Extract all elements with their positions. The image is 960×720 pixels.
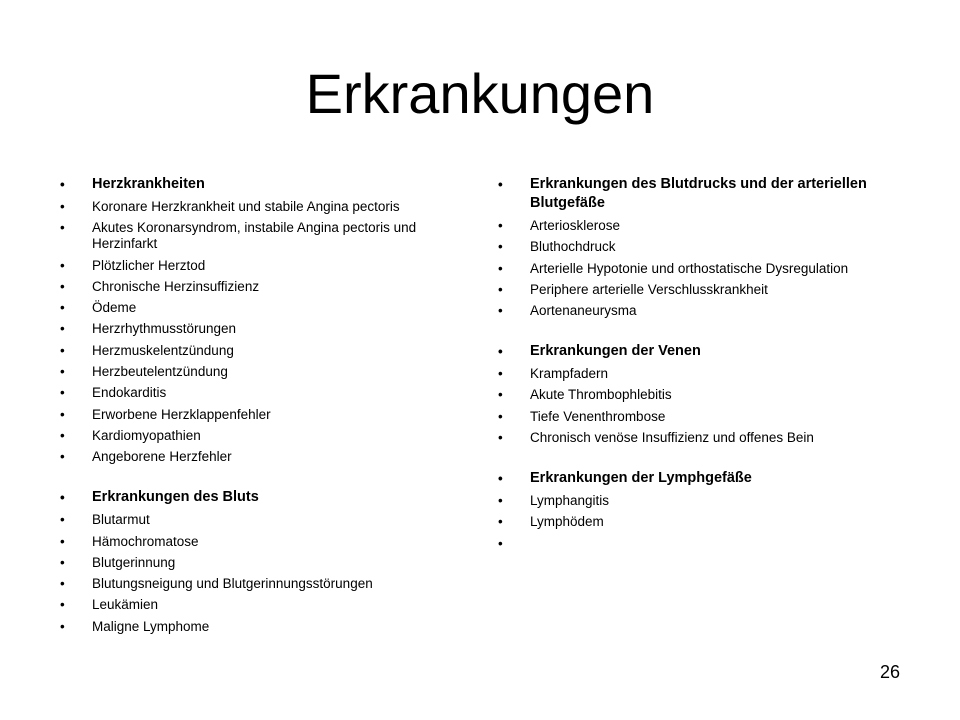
list-item: • Bluthochdruck: [498, 239, 898, 255]
section-heading: • Erkrankungen der Lymphgefäße: [498, 469, 898, 488]
list-item: • Periphere arterielle Verschlusskrankheit: [498, 282, 898, 298]
page-number: 26: [880, 662, 901, 682]
list-item: • Lymphödem: [498, 514, 898, 530]
list-item: • Herzmuskelentzündung: [60, 343, 460, 359]
slide-title: Erkrankungen: [305, 62, 655, 125]
section-heading: • Erkrankungen des Blutdrucks und der arteriellen Blutgefäße: [498, 175, 898, 213]
section-heading: • Erkrankungen der Venen: [498, 342, 898, 361]
list-item: • Blutgerinnung: [60, 555, 460, 571]
list-item: • Chronisch venöse Insuffizienz und offenes Bein: [498, 430, 898, 446]
list-item: • Arterielle Hypotonie und orthostatische Dysregulation: [498, 261, 898, 277]
list-item: • Blutarmut: [60, 512, 460, 528]
list-item: • Erworbene Herzklappenfehler: [60, 407, 460, 423]
list-item: • Tiefe Venenthrombose: [498, 409, 898, 425]
list-item: • Akute Thrombophlebitis: [498, 387, 898, 403]
list-item: • Plötzlicher Herztod: [60, 258, 460, 274]
list-item: • Lymphangitis: [498, 493, 898, 509]
list-item: • Herzrhythmusstörungen: [60, 321, 460, 337]
list-item: • Hämochromatose: [60, 534, 460, 550]
left-column-list: [60, 175, 460, 640]
right-column-list: [498, 175, 898, 557]
list-item: • Akutes Koronarsyndrom, instabile Angina pectoris und Herzinfarkt: [60, 220, 460, 252]
list-item: • Chronische Herzinsuffizienz: [60, 279, 460, 295]
list-item: • Arteriosklerose: [498, 218, 898, 234]
list-item: • Leukämien: [60, 597, 460, 613]
list-item: • Krampfadern: [498, 366, 898, 382]
list-item: • Blutungsneigung und Blutgerinnungsstörungen: [60, 576, 460, 592]
section-heading: • Erkrankungen des Bluts: [60, 488, 460, 507]
empty-bullet: [498, 536, 898, 552]
list-item: • Angeborene Herzfehler: [60, 449, 460, 465]
list-item: • Herzbeutelentzündung: [60, 364, 460, 380]
list-item: • Maligne Lymphome: [60, 619, 460, 635]
list-item: • Endokarditis: [60, 385, 460, 401]
section-heading: • Herzkrankheiten: [60, 175, 460, 194]
list-item: • Ödeme: [60, 300, 460, 316]
list-item: • Aortenaneurysma: [498, 303, 898, 319]
list-item: • Kardiomyopathien: [60, 428, 460, 444]
list-item: • Koronare Herzkrankheit und stabile Angina pectoris: [60, 199, 460, 215]
